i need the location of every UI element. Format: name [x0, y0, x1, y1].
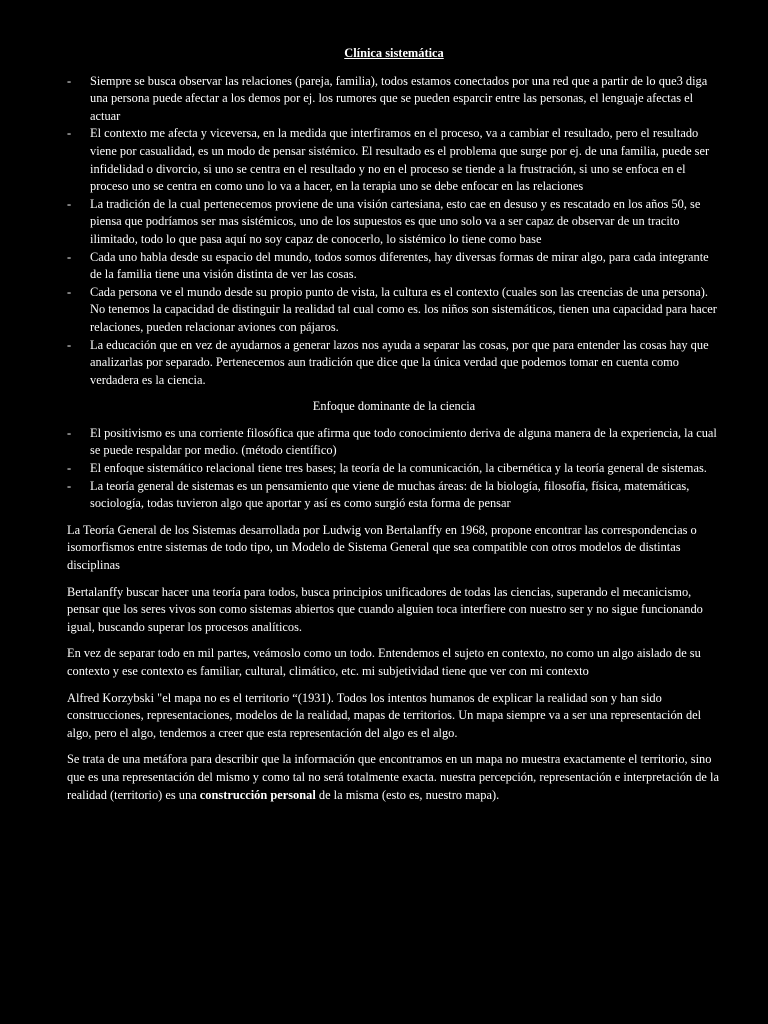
list-item-text: Cada persona ve el mundo desde su propio punto de vista, la cultura es el contexto (cuales son las creencias de una persona). No tenemos la capacidad de distinguir la realidad tal cual como es. los niños son sistemáticos, tienen una capacidad para hacer relaciones, pueden relacionar aviones con pájaros.: [90, 284, 717, 334]
paragraph-korzybski: Alfred Korzybski "el mapa no es el territorio “(1931). Todos los intentos humanos de explicar la realidad son y han sido construcciones, representaciones, modelos de la realidad, mapas de territorios. Un mapa siempre va a ser una representación del algo, pero el algo, tendemos a creer que esta representación del algo es el algo.: [67, 690, 702, 740]
dash-bullet: -: [67, 284, 72, 299]
dash-bullet: -: [67, 196, 72, 211]
section-subtitle: Enfoque dominante de la ciencia: [312, 399, 476, 414]
list-item: [67, 196, 721, 249]
paragraph-bertalanffy-theory: La Teoría General de los Sistemas desarrollada por Ludwig von Bertalanffy en 1968, propone encontrar las correspondencias o isomorfismos entre sistemas de todo tipo, un Modelo de Sistema General que sea compatible con otros modelos de distintas disciplinas: [67, 522, 697, 573]
list-item-text: El contexto me afecta y viceversa, en la medida que interfiramos en el proceso, va a cambiar el resultado, pero el resultado viene por casualidad, es un modo de pensar sistémico. El resultado es el problema que surge por ej. de una familia, puede ser infidelidad o divorcio, si uno se centra en el resultado y no en el proceso se tiende a la frustración, si uno se enfoca en el proceso uno se centra en como uno lo va a hacer, en la terapia uno se debe enfocar en las relaciones: [90, 126, 710, 194]
list-item: [67, 284, 721, 337]
list-item: [67, 425, 721, 460]
paragraph-whole-context: En vez de separar todo en mil partes, veámoslo como un todo. Entendemos el sujeto en contexto, no como un algo aislado de su contexto y ese contexto es familiar, cultural, climático, etc. mi subjetividad tiene que ver con mi contexto: [67, 646, 701, 678]
bullet-list-enfoque: [67, 425, 721, 513]
document-title: Clínica sistemática: [344, 46, 444, 60]
bold-phrase: construcción personal: [199, 787, 316, 802]
list-item: [67, 73, 721, 126]
list-item: [67, 125, 721, 195]
paragraph-metaphor: [67, 751, 721, 804]
dash-bullet: -: [67, 461, 72, 476]
bullet-list-clinica: [67, 73, 721, 390]
paragraph-bertalanffy-goal: Bertalanffy buscar hacer una teoría para todos, busca principios unificadores de todas las ciencias, superando el mecanicismo, pensar que los seres vivos son como sistemas abiertos que cuando alguien toca interfiere con nuestro ser y no sigue funcionando igual, buscando superar los procesos analíticos.: [67, 584, 703, 634]
list-item: [67, 460, 721, 478]
list-item-text: La tradición de la cual pertenecemos proviene de una visión cartesiana, esto cae en desuso y es rescatado en los años 50, se piensa que podríamos ser mas sistémicos, uno de los supuestos es que uno solo va a ser capaz de observar de un tracito ilimitado, todo lo que pasa aquí no soy capaz de conocerlo, lo sistémico lo tiene como base: [90, 196, 701, 246]
dash-bullet: -: [67, 425, 72, 440]
document-page: [67, 45, 721, 804]
dash-bullet: -: [67, 478, 72, 493]
list-item: [67, 478, 721, 513]
list-item-text: El positivismo es una corriente filosófica que afirma que todo conocimiento deriva de alguna manera de la experiencia, la cual se puede respaldar por medio. (método científico): [90, 425, 717, 458]
list-item: [67, 337, 721, 390]
dash-bullet: -: [67, 337, 72, 352]
dash-bullet: -: [67, 126, 72, 141]
list-item-text: Cada uno habla desde su espacio del mundo, todos somos diferentes, hay diversas formas de mirar algo, para cada integrante de la familia tiene una visión distinta de ver las cosas.: [90, 249, 709, 282]
paragraph-metaphor-text-end: de la misma (esto es, nuestro mapa).: [315, 787, 500, 802]
dash-bullet: -: [67, 249, 72, 264]
list-item-text: Siempre se busca observar las relaciones (pareja, familia), todos estamos conectados por una red que a partir de lo que3 diga una persona puede afectar a los demos por ej. los rumores que se pueden esparcir entre las personas, el lenguaje afectas el actuar: [90, 73, 708, 123]
list-item-text: La educación que en vez de ayudarnos a generar lazos nos ayuda a separar las cosas, por que para entender las cosas hay que analizarlas por separado. Pertenecemos aun tradición que dice que la única verdad que podemos tomar en cuenta como verdadera es la ciencia.: [90, 337, 709, 387]
list-item: [67, 249, 721, 284]
paragraph-metaphor-text-start: Se trata de una metáfora para describir que la información que encontramos en un mapa no muestra exactamente el territorio, sino que es una representación del mismo y como tal no será totalmente exacta. nuestra percepción, representación e interpretación de la realidad (territorio) es una: [67, 752, 719, 802]
list-item-text: La teoría general de sistemas es un pensamiento que viene de muchas áreas: de la biología, filosofía, física, matemáticas, sociología, todas tuvieron algo que aportar y así es como surgió esta forma de pensar: [90, 478, 690, 511]
dash-bullet: -: [67, 73, 72, 88]
list-item-text: El enfoque sistemático relacional tiene tres bases; la teoría de la comunicación, la cibernética y la teoría general de sistemas.: [90, 461, 707, 476]
